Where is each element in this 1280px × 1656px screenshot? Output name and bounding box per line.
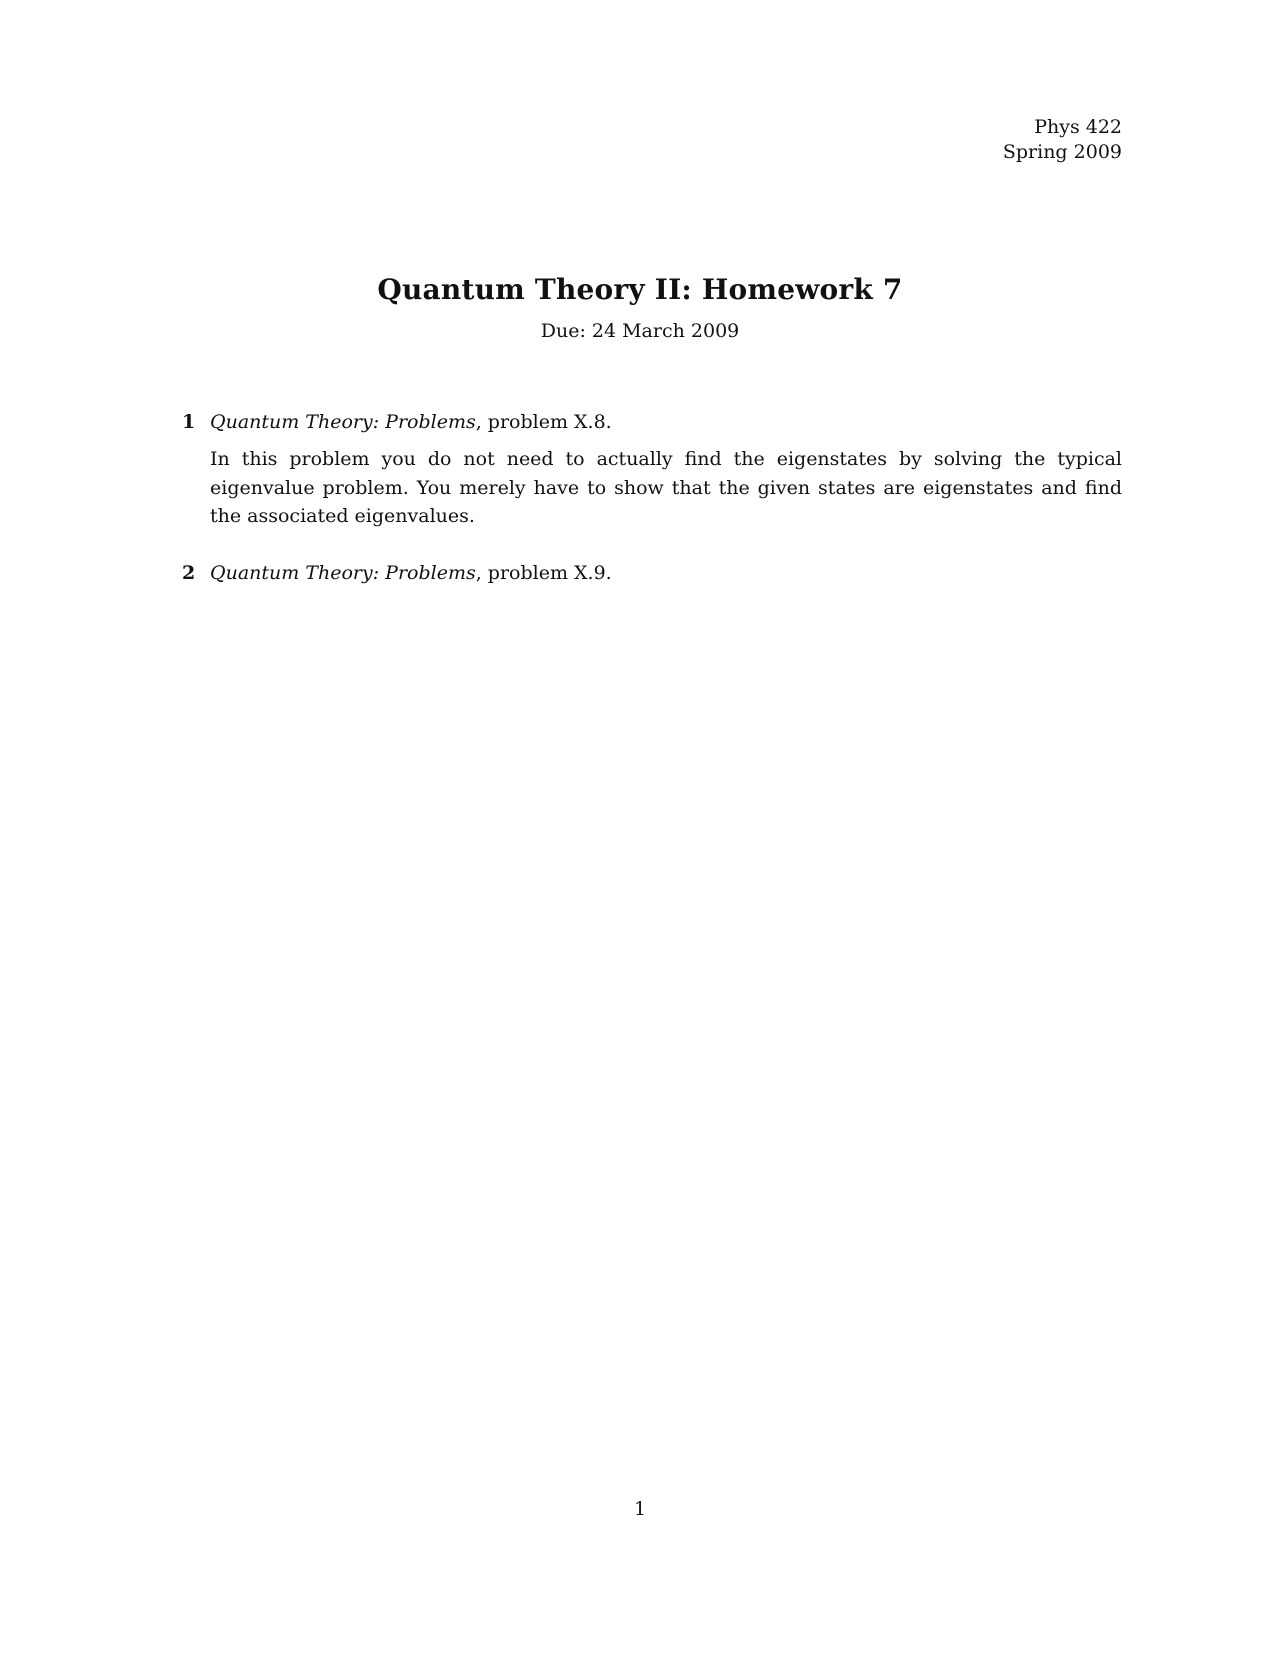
course-info (1003, 115, 1122, 165)
problem-body: In this problem you do not need to actually find the eigenstates by solving the typical eigenvalue problem. You merely have to show that the given states are eigenstates and find the associated eigenvalues. (210, 448, 1122, 527)
problem-heading (182, 409, 1122, 435)
course-code: Phys 422 (1034, 116, 1122, 138)
problem-book-title: Quantum Theory: Problems (210, 562, 476, 584)
problem-heading (182, 560, 1122, 586)
document-title: Quantum Theory II: Homework 7 (377, 273, 903, 306)
problem-reference: , problem X.8. (475, 411, 612, 433)
page-number: 1 (633, 1498, 647, 1520)
problem-reference: , problem X.9. (475, 562, 612, 584)
problem-book-title: Quantum Theory: Problems (210, 411, 476, 433)
course-term: Spring 2009 (1002, 141, 1122, 163)
problem-1 (182, 409, 1122, 531)
problem-2 (182, 560, 1122, 586)
problem-number: 1 (182, 411, 196, 433)
problem-number: 2 (182, 562, 196, 584)
due-date: Due: 24 March 2009 (540, 320, 740, 342)
